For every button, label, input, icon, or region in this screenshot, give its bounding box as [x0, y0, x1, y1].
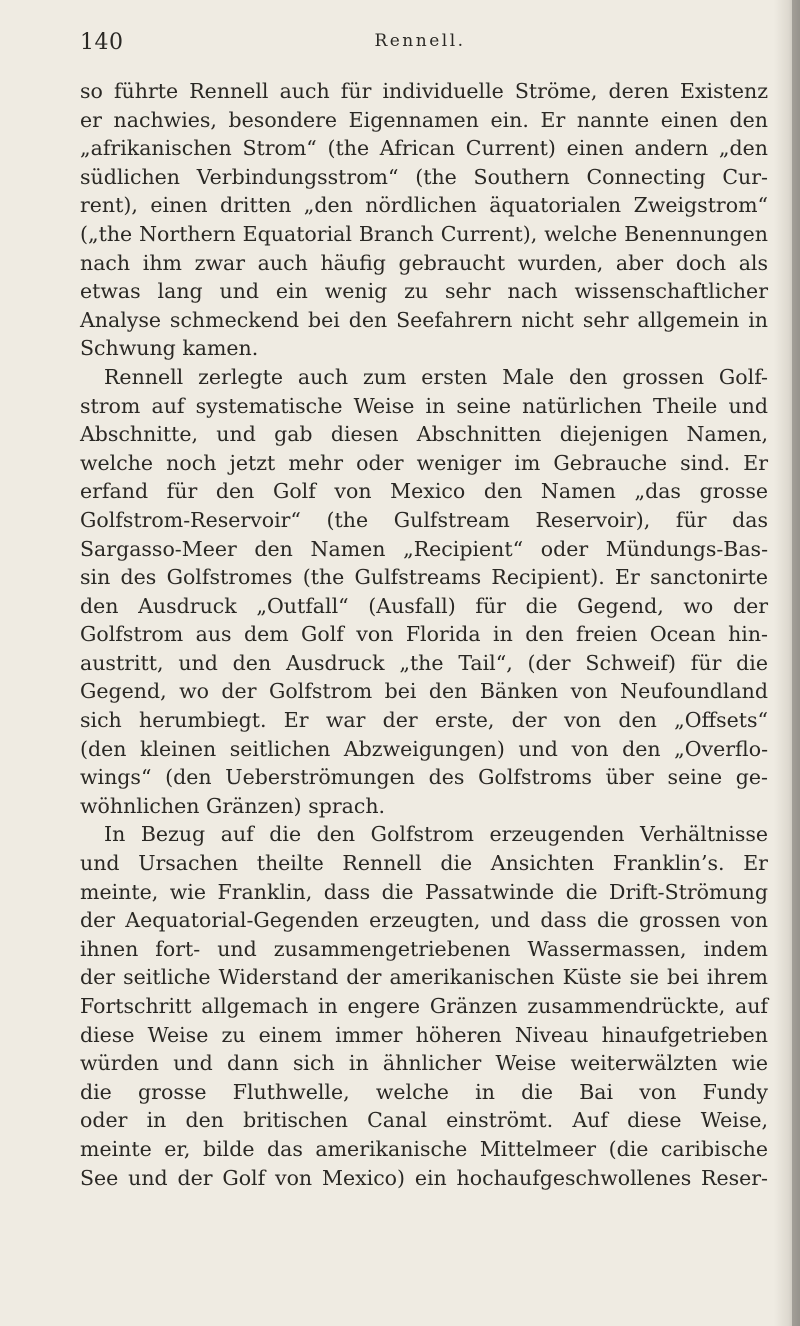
text-line: In Bezug auf die den Golfstrom erzeugenden Verhältnisse [104, 822, 768, 847]
text-line: wings“ (den Ueberströmungen des Golfstroms über seine ge- [80, 765, 768, 790]
text-line: „afrikanischen Strom“ (the African Current) einen andern „den [80, 136, 768, 161]
text-line: wöhnlichen Gränzen) sprach. [80, 793, 386, 818]
text-line: („the Northern Equatorial Branch Current), welche Benennungen [80, 221, 768, 246]
text-line: ihnen fort- und zusammengetriebenen Wassermassen, indem [80, 936, 768, 961]
text-line: würden und dann sich in ähnlicher Weise weiterwälzten wie [80, 1051, 768, 1076]
text-line: Golfstrom-Reservoir“ (the Gulfstream Reservoir), für das [80, 507, 768, 532]
text-line: der Aequatorial-Gegenden erzeugten, und dass die grossen von [80, 908, 768, 933]
text-line: Abschnitte, und gab diesen Abschnitten diejenigen Namen, [80, 422, 768, 447]
text-line: Analyse schmeckend bei den Seefahrern nicht sehr allgemein in [80, 307, 768, 332]
text-line: meinte, wie Franklin, dass die Passatwinde die Drift-Strömung [80, 879, 768, 904]
binding-edge [792, 0, 800, 1326]
text-line: erfand für den Golf von Mexico den Namen „das grosse [80, 479, 768, 504]
body-text [80, 77, 768, 1192]
text-line: Rennell zerlegte auch zum ersten Male den grossen Golf- [104, 364, 768, 389]
text-line: etwas lang und ein wenig zu sehr nach wissenschaftlicher [80, 279, 768, 304]
text-line: den Ausdruck „Outfall“ (Ausfall) für die Gegend, wo der [80, 593, 768, 618]
text-line: nach ihm zwar auch häufig gebraucht wurden, aber doch als [80, 250, 768, 275]
text-line: er nachwies, besondere Eigennamen ein. Er nannte einen den [80, 107, 768, 132]
text-line: sich herumbiegt. Er war der erste, der von den „Offsets“ [80, 708, 768, 733]
text-line: sin des Golfstromes (the Gulfstreams Recipient). Er sanctonirte [80, 565, 768, 590]
text-line: der seitliche Widerstand der amerikanischen Küste sie bei ihrem [80, 965, 768, 990]
text-line: strom auf systematische Weise in seine natürlichen Theile und [80, 393, 768, 418]
text-line: Sargasso-Meer den Namen „Recipient“ oder Mündungs-Bas- [80, 536, 768, 561]
text-line: die grosse Fluthwelle, welche in die Bai von Fundy [80, 1079, 768, 1104]
text-line: und Ursachen theilte Rennell die Ansichten Franklin’s. Er [80, 851, 768, 876]
text-line: Schwung kamen. [80, 336, 259, 361]
text-line: welche noch jetzt mehr oder weniger im Gebrauche sind. Er [80, 450, 768, 475]
page-number: 140 [80, 30, 124, 55]
text-line: (den kleinen seitlichen Abzweigungen) und von den „Overflo- [80, 736, 768, 761]
text-line: diese Weise zu einem immer höheren Niveau hinaufgetrieben [80, 1022, 768, 1047]
text-line: oder in den britischen Canal einströmt. Auf diese Weise, [80, 1108, 768, 1133]
text-line: Fortschritt allgemach in engere Gränzen zusammendrückte, auf [80, 994, 768, 1018]
text-line: so führte Rennell auch für individuelle Ströme, deren Existenz [80, 79, 768, 103]
page-header [80, 30, 760, 60]
text-line: rent), einen dritten „den nördlichen äquatorialen Zweigstrom“ [80, 193, 768, 218]
text-line: Golfstrom aus dem Golf von Florida in den freien Ocean hin- [80, 622, 768, 647]
text-line: See und der Golf von Mexico) ein hochaufgeschwollenes Reser- [80, 1165, 768, 1190]
text-line: austritt, und den Ausdruck „the Tail“, (der Schweif) für die [80, 650, 768, 675]
text-line: südlichen Verbindungsstrom“ (the Southern Connecting Cur- [80, 164, 768, 189]
text-line: Gegend, wo der Golfstrom bei den Bänken von Neufoundland [80, 679, 768, 704]
running-head: Rennell. [374, 31, 466, 51]
text-line: meinte er, bilde das amerikanische Mittelmeer (die caribische [80, 1136, 768, 1161]
